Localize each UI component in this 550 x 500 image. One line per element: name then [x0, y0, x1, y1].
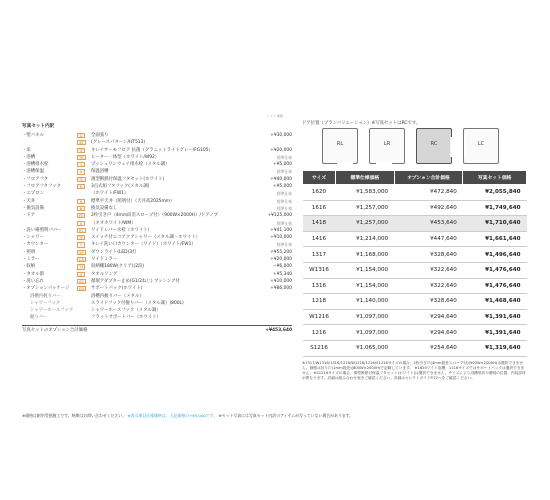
row-description: スイッチ付エコアクアシャワー（メタル調・ホワイト） — [91, 235, 201, 241]
row-label: ・洗い忘れ — [22, 278, 44, 284]
row-price: −¥6,000 — [272, 264, 292, 270]
row-price: +¥55,200 — [270, 249, 292, 255]
breakdown-row — [22, 263, 292, 270]
cell-option-total: ¥492,640 — [394, 200, 463, 216]
cell-size: 1316 — [303, 278, 336, 294]
row-code-badge: G — [77, 272, 85, 277]
door-option-rc[interactable] — [416, 128, 452, 164]
row-code-badge: 1 — [77, 162, 85, 167]
row-description: 換気設備なし — [91, 205, 118, 211]
breakdown-row — [22, 205, 292, 212]
row-price: 標準仕様 — [276, 220, 292, 226]
row-description: 収納棚180W(クリア)(2段) — [91, 264, 145, 270]
cell-size: 1317 — [303, 247, 336, 263]
bottom-note — [22, 413, 532, 419]
price-table — [302, 170, 527, 357]
cell-size: 1416 — [303, 231, 336, 247]
row-description: キレイ洗い口カウンター（ワイド）（ホワイト/FW1） — [91, 242, 196, 248]
row-code-badge: AS — [79, 279, 84, 284]
door-option-label: LC — [477, 141, 485, 147]
row-code-badge: CA — [79, 258, 84, 263]
breakdown-row — [22, 227, 292, 234]
total-value: +¥453,640 — [265, 327, 292, 333]
price-table-body — [303, 185, 527, 357]
row-description: 保温浴槽 — [91, 169, 109, 175]
row-label: ・フロアフタフック — [22, 184, 61, 190]
row-label: ・シャワー — [22, 235, 44, 241]
table-note: ※1317/W1316/1316/1218/W1216/1216/S1216サイズの場合、2枚引き戸(4mm段差スロープ付)(900W×2000H)は選択できません。価格は折り戸(1mm段差)(800W×2000H)で記載しています。 ※1620ワイド浴槽、1116サイズではサポートパックは選択できません。※S1216サイズの場合、薄型断熱付保温フタセット(ホワイト)は選択できません。サイズにより浴槽形状や照明の位置、内装部材が異なります。詳細は組み合わせ表をご確認ください。詳細はセレクトガイドP.72〜をご確認ください。 — [302, 360, 526, 381]
cell-size: 1218 — [303, 294, 336, 310]
cell-size: 1216 — [303, 325, 336, 341]
row-label: ・天井 — [22, 198, 36, 204]
row-price: +¥5,000 — [272, 184, 292, 190]
door-plan-icon — [323, 129, 359, 165]
cell-option-total: ¥328,640 — [394, 294, 463, 310]
price-row — [303, 325, 527, 341]
row-code-badge: T — [77, 242, 85, 247]
cell-standard-price: ¥1,257,000 — [336, 216, 395, 232]
cell-option-total: ¥322,640 — [394, 262, 463, 278]
cell-photo-set-price: ¥1,391,640 — [463, 325, 527, 341]
cell-size: 1418 — [303, 216, 336, 232]
row-description: シャワーホースフック（メタル調） — [91, 308, 161, 314]
door-option-label: LR — [383, 141, 391, 147]
price-row — [303, 231, 527, 247]
door-option-label: RL — [336, 141, 344, 147]
breakdown-row — [22, 190, 292, 197]
row-label: シャワーホースフック — [30, 308, 74, 314]
door-plan-icon — [370, 129, 406, 165]
door-plan-icon — [417, 129, 453, 165]
cell-standard-price: ¥1,257,000 — [336, 200, 395, 216]
row-code-badge: R1 — [79, 228, 84, 233]
cell-standard-price: ¥1,140,000 — [336, 294, 395, 310]
cell-option-total: ¥294,640 — [394, 309, 463, 325]
row-price: 標準仕様 — [276, 198, 292, 204]
row-price: 標準仕様 — [276, 242, 292, 248]
price-row — [303, 185, 527, 201]
note-standard-price: ※表示項目仕様価格は、上記価格の+¥5,000です。 — [127, 413, 218, 418]
breakdown-row — [22, 147, 292, 154]
cell-standard-price: ¥1,154,000 — [336, 262, 395, 278]
row-label: ・タオル掛 — [22, 271, 44, 277]
row-label: ・カウンター — [22, 242, 49, 248]
row-label: ・壁パネル — [22, 133, 44, 138]
price-row — [303, 262, 527, 278]
cell-photo-set-price: ¥1,391,640 — [463, 309, 527, 325]
breakdown-row — [22, 256, 292, 263]
price-table-header — [303, 171, 527, 185]
cell-option-total: ¥294,640 — [394, 325, 463, 341]
cell-photo-set-price: ¥1,319,640 — [463, 340, 527, 356]
row-label: ・照明 — [22, 249, 36, 255]
row-description: キレイサーモフロア 抗菌（グラニットライトグレー/FG105） — [91, 147, 213, 153]
price-row — [303, 278, 527, 294]
cell-size: S1216 — [303, 340, 336, 356]
photo-set-breakdown — [22, 123, 292, 335]
cell-standard-price: ¥1,097,000 — [336, 309, 395, 325]
breakdown-row — [22, 293, 292, 300]
cell-option-total: ¥447,640 — [394, 231, 463, 247]
door-position-options — [302, 128, 527, 170]
row-label: シャワーフック — [30, 300, 61, 306]
row-description: 浴槽内握りバー（メタル） — [91, 293, 144, 299]
row-code-badge: K — [77, 184, 85, 189]
row-code-badge: A — [77, 169, 85, 174]
breakdown-row — [22, 300, 292, 307]
row-label: ・オプションパッケージ — [22, 286, 70, 292]
row-description: 循環アダプター止め(G1/2ねじ) ブッシング付 — [91, 278, 180, 284]
row-price: 標準仕様 — [276, 205, 292, 211]
cell-photo-set-price: ¥1,476,640 — [463, 262, 527, 278]
price-row — [303, 216, 527, 232]
breakdown-row — [22, 139, 292, 146]
cell-option-total: ¥328,640 — [394, 247, 463, 263]
row-price: +¥5,000 — [272, 162, 292, 168]
breakdown-row — [22, 307, 292, 314]
door-option-lc[interactable] — [463, 128, 499, 164]
row-code-badge: TR — [79, 155, 84, 160]
row-code-badge: XE — [79, 141, 84, 146]
row-description: ダウンライト(LED)3灯 — [91, 249, 137, 255]
breakdown-row — [22, 212, 292, 219]
row-price: +¥10,000 — [270, 235, 292, 241]
door-position-title: ドア位置（プランバリエーション）※写真セットはRCです。 — [302, 121, 421, 126]
door-option-rl[interactable] — [322, 128, 358, 164]
row-price: +¥5,340 — [272, 271, 292, 277]
cell-photo-set-price: ¥1,710,640 — [463, 216, 527, 232]
cell-size: 1616 — [303, 200, 336, 216]
breakdown-row — [22, 278, 292, 285]
cell-standard-price: ¥1,097,000 — [336, 325, 395, 341]
row-description: 全面張り — [91, 133, 109, 138]
cell-size: W1216 — [303, 309, 336, 325]
row-price: +¥10,000 — [270, 278, 292, 284]
row-description: ヒーター一体型（ホワイト/W92） — [91, 154, 160, 160]
row-description: 薄型断熱付保温フタセット(ホワイト) — [91, 176, 165, 182]
row-label: 握りバー — [30, 315, 48, 321]
row-price: +¥41,100 — [270, 227, 292, 233]
cell-standard-price: ¥1,154,000 — [336, 278, 395, 294]
breakdown-rows — [22, 132, 292, 322]
row-label: ・エプロン — [22, 191, 44, 197]
price-row — [303, 247, 527, 263]
row-description: スライドフック付握りバー（メタル調）(800L) — [91, 300, 184, 306]
row-description: プッシュワンウェイ排水栓（メタル調） — [91, 162, 170, 168]
breakdown-title: 写真セット内訳 — [22, 124, 55, 129]
breakdown-row — [22, 241, 292, 248]
breakdown-row — [22, 314, 292, 321]
breakdown-row — [22, 285, 292, 292]
header-option-total: オプション合計価格 — [394, 171, 463, 185]
row-description: 3点式組フタフック(メタル調) — [91, 184, 150, 190]
breakdown-row — [22, 154, 292, 161]
breakdown-total-row — [22, 325, 292, 335]
row-description: ワイドレバー水栓（ホワイト） — [91, 227, 152, 233]
cell-photo-set-price: ¥1,496,640 — [463, 247, 527, 263]
cell-size: W1316 — [303, 262, 336, 278]
cell-option-total: ¥453,640 — [394, 216, 463, 232]
row-code-badge: D3 — [79, 287, 85, 292]
row-description: (グレースパターン/HT513) — [91, 140, 146, 146]
cell-size: 1620 — [303, 185, 336, 201]
row-code-badge: H — [77, 199, 85, 204]
row-price: 標準仕様 — [276, 154, 292, 160]
cell-photo-set-price: ¥1,476,640 — [463, 278, 527, 294]
price-row — [303, 340, 527, 356]
cell-option-total: ¥254,640 — [394, 340, 463, 356]
row-code-badge: TF — [79, 148, 84, 153]
row-description: 2枚引き戸（4mm段差スロープ付）（900W×2000H）/ドアノブ — [91, 213, 219, 219]
row-label: ・収納 — [22, 264, 36, 270]
cell-option-total: ¥472,840 — [394, 185, 463, 201]
cell-standard-price: ¥1,583,000 — [336, 185, 395, 201]
row-description: フラットサポートバー（ホワイト） — [91, 315, 161, 321]
size-price-panel — [302, 120, 527, 381]
row-label: ・フロアフタ — [22, 176, 49, 182]
cell-standard-price: ¥1,168,000 — [336, 247, 395, 263]
note-photo-items: ※セット写真には写真セット内訳のアイテムが写っていない場合があります。 — [218, 413, 354, 418]
row-description: （ネオホワイト/WM） — [91, 220, 136, 226]
row-price: +¥20,000 — [270, 147, 292, 153]
row-code-badge: AP — [79, 250, 84, 255]
breakdown-row — [22, 234, 292, 241]
row-label: ・洗い場照明パバー — [22, 227, 62, 233]
price-row — [303, 294, 527, 310]
header-size: サイズ — [303, 171, 336, 185]
row-description: サポートパック(ホワイト) — [91, 286, 143, 292]
price-row — [303, 309, 527, 325]
row-label: ・浴槽 — [22, 154, 36, 160]
cell-photo-set-price: ¥1,661,640 — [463, 231, 527, 247]
row-description: （ホワイト/FW1） — [91, 191, 129, 197]
cell-standard-price: ¥1,065,000 — [336, 340, 395, 356]
row-label: ・浴槽保温 — [22, 169, 44, 175]
row-description: タオルリング — [91, 271, 118, 277]
door-option-label: RC — [430, 141, 438, 147]
door-plan-icon — [464, 129, 500, 165]
row-price: +¥30,000 — [270, 133, 292, 138]
header-caption: レイア 事例 — [267, 114, 283, 118]
row-label: ・ミラー — [22, 257, 40, 263]
cell-photo-set-price: ¥2,055,840 — [463, 185, 527, 201]
breakdown-row — [22, 220, 292, 227]
row-description: 標準平天井（照明付）（天井高2025mm） — [91, 198, 175, 204]
row-code-badge: N — [77, 206, 85, 211]
breakdown-row — [22, 161, 292, 168]
price-row — [303, 200, 527, 216]
row-label: ・ドア — [22, 213, 36, 219]
door-option-lr[interactable] — [369, 128, 405, 164]
cell-option-total: ¥322,640 — [394, 278, 463, 294]
header-standard-price: 標準仕様価格 — [336, 171, 395, 185]
note-delivery: ※価格は耐用受割施工です。納期はお問い合わせください。 — [22, 413, 127, 418]
row-code-badge: Y4 — [79, 265, 84, 270]
row-label: 浴槽内握りバー — [30, 293, 61, 299]
row-code-badge: FE — [79, 214, 84, 219]
cell-photo-set-price: ¥1,468,640 — [463, 294, 527, 310]
header-photo-set-price: 写真セット価格 — [463, 171, 527, 185]
row-price: 標準仕様 — [276, 169, 292, 175]
row-code-badge: G — [77, 133, 85, 138]
row-description: ワイドミラー — [91, 257, 118, 263]
breakdown-row — [22, 176, 292, 183]
breakdown-row — [22, 183, 292, 190]
breakdown-row — [22, 249, 292, 256]
breakdown-row — [22, 132, 292, 139]
cell-photo-set-price: ¥1,749,640 — [463, 200, 527, 216]
row-price: +¥40,000 — [270, 176, 292, 182]
row-code-badge: TC — [79, 177, 84, 182]
breakdown-row — [22, 198, 292, 205]
row-price: +¥20,000 — [270, 257, 292, 263]
row-price: 標準仕様 — [276, 191, 292, 197]
row-price: +¥125,000 — [267, 213, 292, 219]
row-code-badge: II — [77, 221, 85, 226]
row-price: +¥86,000 — [270, 286, 292, 292]
breakdown-row — [22, 271, 292, 278]
row-label: ・床 — [22, 147, 31, 153]
total-label: 写真セットのオプション合計価格 — [22, 327, 88, 333]
breakdown-row — [22, 168, 292, 175]
cell-standard-price: ¥1,214,000 — [336, 231, 395, 247]
row-code-badge: TF — [79, 236, 84, 241]
row-label: ・換気設備 — [22, 205, 44, 211]
row-label: ・浴槽排水栓 — [22, 162, 49, 168]
